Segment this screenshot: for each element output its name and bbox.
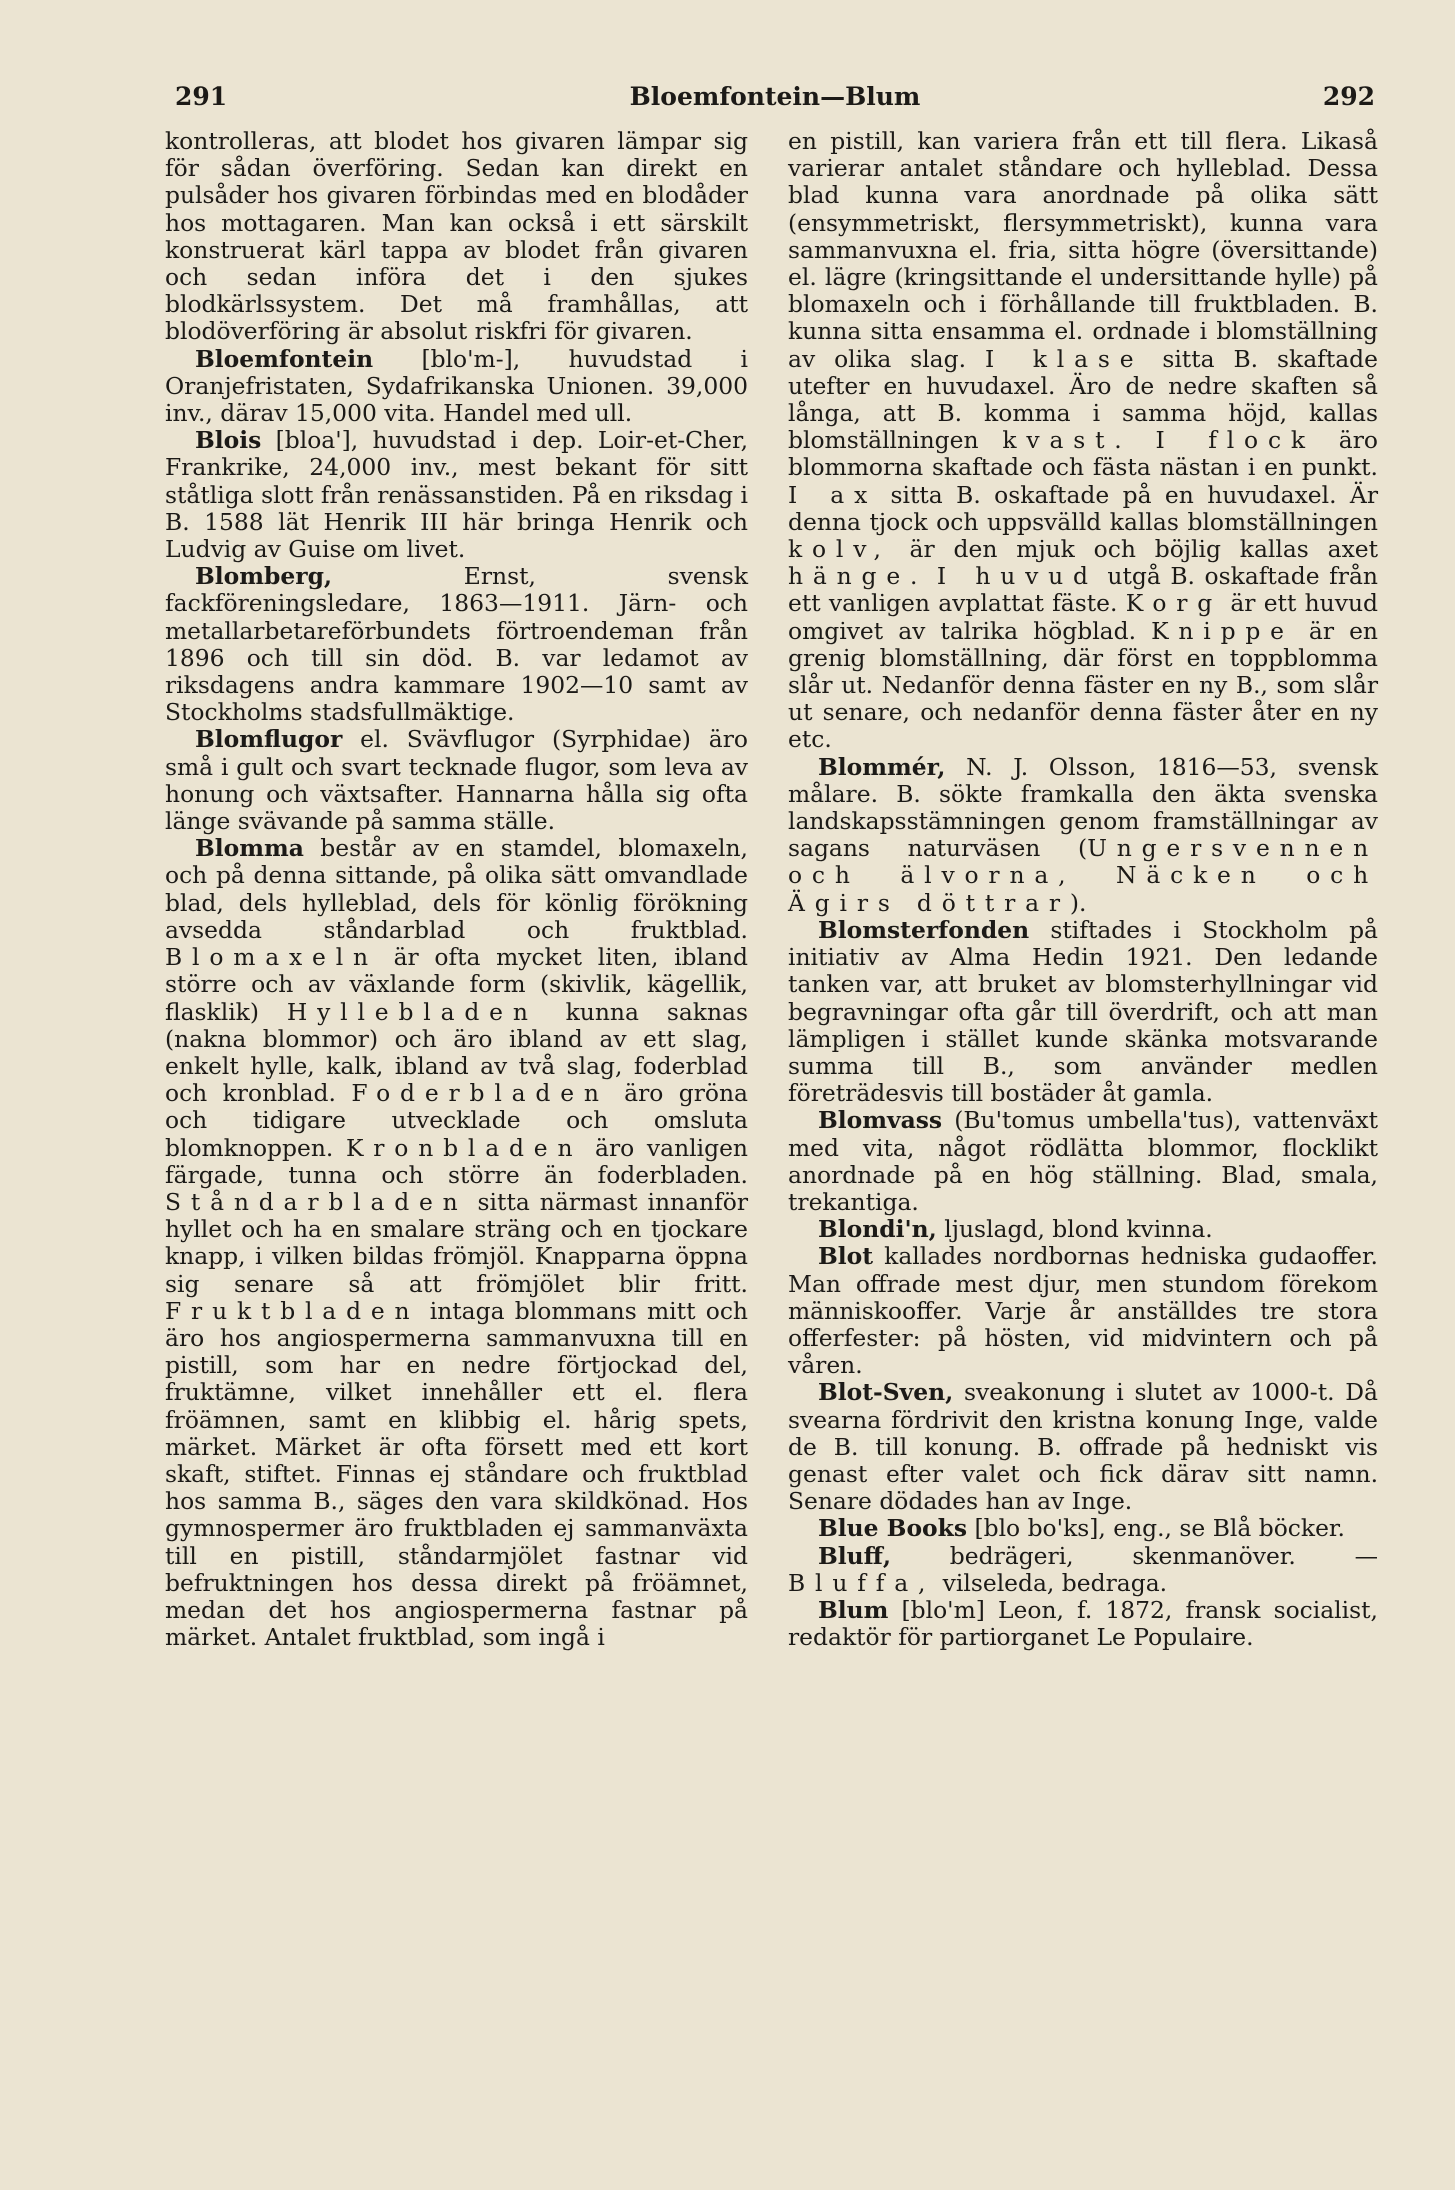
spaced-term: Fruktbladen: [165, 1296, 420, 1325]
entry-headword: Blomsterfonden: [818, 915, 1030, 944]
left-column: [165, 128, 748, 1651]
entry-text: kunna saknas (nakna blommor) och äro ibland av ett slag, enkelt hylle, kalk, ibland av två slag, foderblad och kronblad.: [165, 997, 748, 1108]
dictionary-entry: [788, 128, 1378, 754]
entry-text: [927, 562, 937, 590]
dictionary-entry: [788, 1243, 1378, 1379]
entry-text: är den mjuk och böjlig kallas axet: [890, 535, 1378, 564]
running-title: Bloemfontein—Blum: [629, 82, 921, 111]
entry-text: [1132, 426, 1156, 454]
entry-text: sveakonung i slutet av 1000-t. Då svearna fördrivit den kristna konung Inge, valde de B. till konung. B. offrade på hedniskt vis genast efter valet och fick därav sitt namn. Senare dödades han av Inge.: [788, 1378, 1378, 1516]
entry-text: stiftades i Stockholm på initiativ av Alma Hedin 1921. Den ledande tanken var, att bruket av blomsterhyllningar vid begravningar ofta går till överdrift, och att man lämpligen i stället kunde skänka motsvarande summa till B., som använder medlen företrädesvis till bostäder åt gamla.: [788, 915, 1378, 1108]
continued-paragraph: [165, 128, 748, 346]
entry-text: sitta närmast innanför hyllet och ha en smalare sträng och en tjockare knapp, i vilken bildas frömjöl. Knapparna öppna sig senare så att frömjölet blir fritt.: [165, 1187, 748, 1298]
dictionary-entry: [788, 1107, 1378, 1216]
page-number-left: 291: [175, 82, 228, 111]
entry-headword: Bluff,: [818, 1541, 892, 1570]
entry-text: är ofta mycket liten, ibland större och av växlande form (skivlik, kägellik, flasklik): [165, 943, 748, 1026]
entry-text: utgå B. oskaftade från ett vanligen avplattat fäste.: [788, 562, 1378, 618]
entry-headword: Blum: [818, 1595, 889, 1624]
dictionary-entry: [165, 346, 748, 428]
dictionary-entry: [788, 1597, 1378, 1651]
entry-text: intaga blommans mitt och äro hos angiospermerna sammanvuxna till en pistill, som har en nedre förtjockad del, fruktämne, vilket innehåller ett el. flera fröämnen, samt en klibbig el. hårig spets, märket. Märket är ofta försett med ett kort skaft, stiftet. Finnas ej ståndare och fruktblad hos samma B., säges den vara skildkönad. Hos gymnospermer äro fruktbladen ej sammanväxta till en pistill, ståndarmjölet fastnar vid befruktningen hos dessa direkt på fröämnet, medan det hos angiospermerna fastnar på märket. Antalet fruktblad, som ingå i: [165, 1296, 748, 1652]
entry-headword: Blomvass: [818, 1106, 943, 1135]
entry-text: äro blommorna skaftade och fästa nästan i en punkt.: [788, 426, 1379, 482]
entry-text: el. Svävflugor (Syrphidae) äro små i gult och svart tecknade flugor, som leva av honung och växtsafter. Hannarna hålla sig ofta länge svävande på samma ställe.: [165, 725, 748, 836]
spaced-term: Bluffa,: [788, 1568, 936, 1597]
entry-headword: Blomma: [195, 834, 304, 863]
entry-headword: Blot: [818, 1242, 874, 1271]
entry-text: bedrägeri, skenmanöver. —: [891, 1541, 1378, 1570]
entry-text: kallades nordbornas hedniska gudaoffer. Man offrade mest djur, men stundom förekom människooffer. Varje år anställdes tre stora offerfester: på hösten, vid midvintern och på våren.: [788, 1242, 1378, 1380]
entry-text: [blo'm] Leon, f. 1872, fransk socialist, redaktör för partiorganet Le Populaire.: [788, 1595, 1378, 1652]
entry-text: [blo bo'ks], eng., se Blå böcker.: [967, 1514, 1345, 1543]
spaced-term: hänge.: [788, 562, 928, 591]
spaced-term: kolv,: [788, 535, 891, 564]
spaced-term: I ax: [788, 480, 878, 509]
entry-text: äro gröna och tidigare utvecklade och omsluta blomknoppen.: [165, 1079, 748, 1162]
spaced-term: Hyllebladen: [286, 997, 538, 1026]
entry-text: Ernst, svensk fackföreningsledare, 1863—1911. Järn- och metallarbetareförbundets förtroendeman från 1896 och till sin död. B. var ledamot av riksdagens andra kammare 1902—10 samt av Stockholms stadsfullmäktige.: [165, 562, 748, 727]
spaced-term: I huvud: [936, 562, 1098, 591]
entry-headword: Blois: [195, 426, 262, 455]
spaced-term: Knippe: [1151, 616, 1294, 645]
dictionary-entry: [165, 427, 748, 563]
page-number-right: 292: [1322, 82, 1375, 111]
dictionary-entry: [788, 917, 1378, 1107]
entry-headword: Blondi'n,: [818, 1215, 937, 1244]
dictionary-entry: [788, 754, 1378, 917]
entry-text: en pistill, kan variera från ett till flera. Likaså varierar antalet ståndare och hylleblad. Dessa blad kunna vara anordnade på olika sätt (ensymmetriskt, flersymmetriskt), kunna vara sammanvuxna el. fria, sitta högre (översittande) el. lägre (kringsittande el undersittande hylle) på blomaxeln och i förhållande till fruktbladen. B. kunna sitta ensamma el. ordnade i blomställning av olika slag.: [788, 127, 1378, 373]
spaced-term: Foderbladen: [351, 1079, 609, 1108]
entry-text: sitta B. skaftade utefter en huvudaxel. Äro de nedre skaften så långa, att B. komma i samma höjd, kallas blomställningen: [788, 344, 1378, 455]
right-column: [788, 128, 1378, 1651]
entry-text: ).: [1069, 888, 1087, 917]
dictionary-entry: [788, 1543, 1378, 1597]
entry-headword: Blue Books: [818, 1514, 968, 1543]
entry-headword: Blomflugor: [195, 725, 343, 754]
entry-text: äro vanligen färgade, tunna och större än foderbladen.: [165, 1133, 748, 1189]
entry-text: är en grenig blomställning, där först en toppblomma slår ut. Nedanför denna fäster en ny B., som slår ut senare, och nedanför denna fäster åter en ny etc.: [788, 616, 1378, 754]
entry-headword: Blot-Sven,: [818, 1378, 954, 1407]
spaced-term: I klase: [984, 344, 1144, 373]
entry-headword: Blomberg,: [195, 562, 333, 591]
dictionary-entry: [788, 1515, 1378, 1542]
spaced-term: kvast.: [1002, 426, 1132, 455]
dictionary-entry: [165, 835, 748, 1651]
spaced-term: Kronbladen: [346, 1133, 583, 1162]
dictionary-entry: [788, 1379, 1378, 1515]
dictionary-entry: [165, 563, 748, 726]
dictionary-entry: [788, 1216, 1378, 1243]
entry-text: N. J. Olsson, 1816—53, svensk målare. B. sökte framkalla den äkta svenska landskapsstämningen genom framställningar av sagans naturväsen (: [788, 752, 1378, 863]
spaced-term: Korg: [1125, 589, 1223, 618]
entry-headword: Bloemfontein: [195, 344, 374, 373]
entry-text: är ett huvud omgivet av talrika högblad.: [788, 589, 1378, 645]
entry-text: [blo'm-], huvudstad i Oranjefristaten, Sydafrikanska Unionen. 39,000 inv., därav 15,000 vita. Handel med ull.: [165, 344, 748, 428]
entry-text: vilseleda, bedraga.: [935, 1568, 1168, 1597]
entry-text: sitta B. oskaftade på en huvudaxel. Är denna tjock och uppsvälld kallas blomställningen: [788, 480, 1379, 536]
spaced-term: I flock: [1155, 426, 1315, 455]
dictionary-entry: [165, 726, 748, 835]
running-header: [175, 82, 1375, 122]
entry-text: [bloa'], huvudstad i dep. Loir-et-Cher, Frankrike, 24,000 inv., mest bekant för sitt ståtliga slott från renässanstiden. På en riksdag i B. 1588 lät Henrik III här bringa Henrik och Ludvig av Guise om livet.: [165, 426, 748, 564]
entry-text: består av en stamdel, blomaxeln, och på denna sittande, på olika sätt omvandlade blad, dels hylleblad, dels för könlig förökning avsedda ståndarblad och fruktblad.: [165, 834, 748, 944]
spaced-term: Blomaxeln: [165, 943, 378, 972]
entry-text: ljuslagd, blond kvinna.: [936, 1215, 1213, 1244]
spaced-term: Ungersvennen och älvorna, Näcken och Ägirs döttrar: [788, 834, 1378, 917]
entry-headword: Blommér,: [818, 752, 946, 781]
entry-text: (Bu'tomus umbella'tus), vattenväxt med vita, något rödlätta blommor, flocklikt anordnade på en hög ställning. Blad, smala, trekantiga.: [788, 1106, 1378, 1216]
spaced-term: Ståndarbladen: [165, 1187, 468, 1216]
entry-text: kontrolleras, att blodet hos givaren lämpar sig för sådan överföring. Sedan kan direkt en pulsåder hos givaren förbindas med en blodåder hos mottagaren. Man kan också i ett särskilt konstruerat kärl tappa av blodet från givaren och sedan införa det i den sjukes blodkärlssystem. Det må framhållas, att blodöverföring är absolut riskfri för givaren.: [165, 127, 748, 346]
